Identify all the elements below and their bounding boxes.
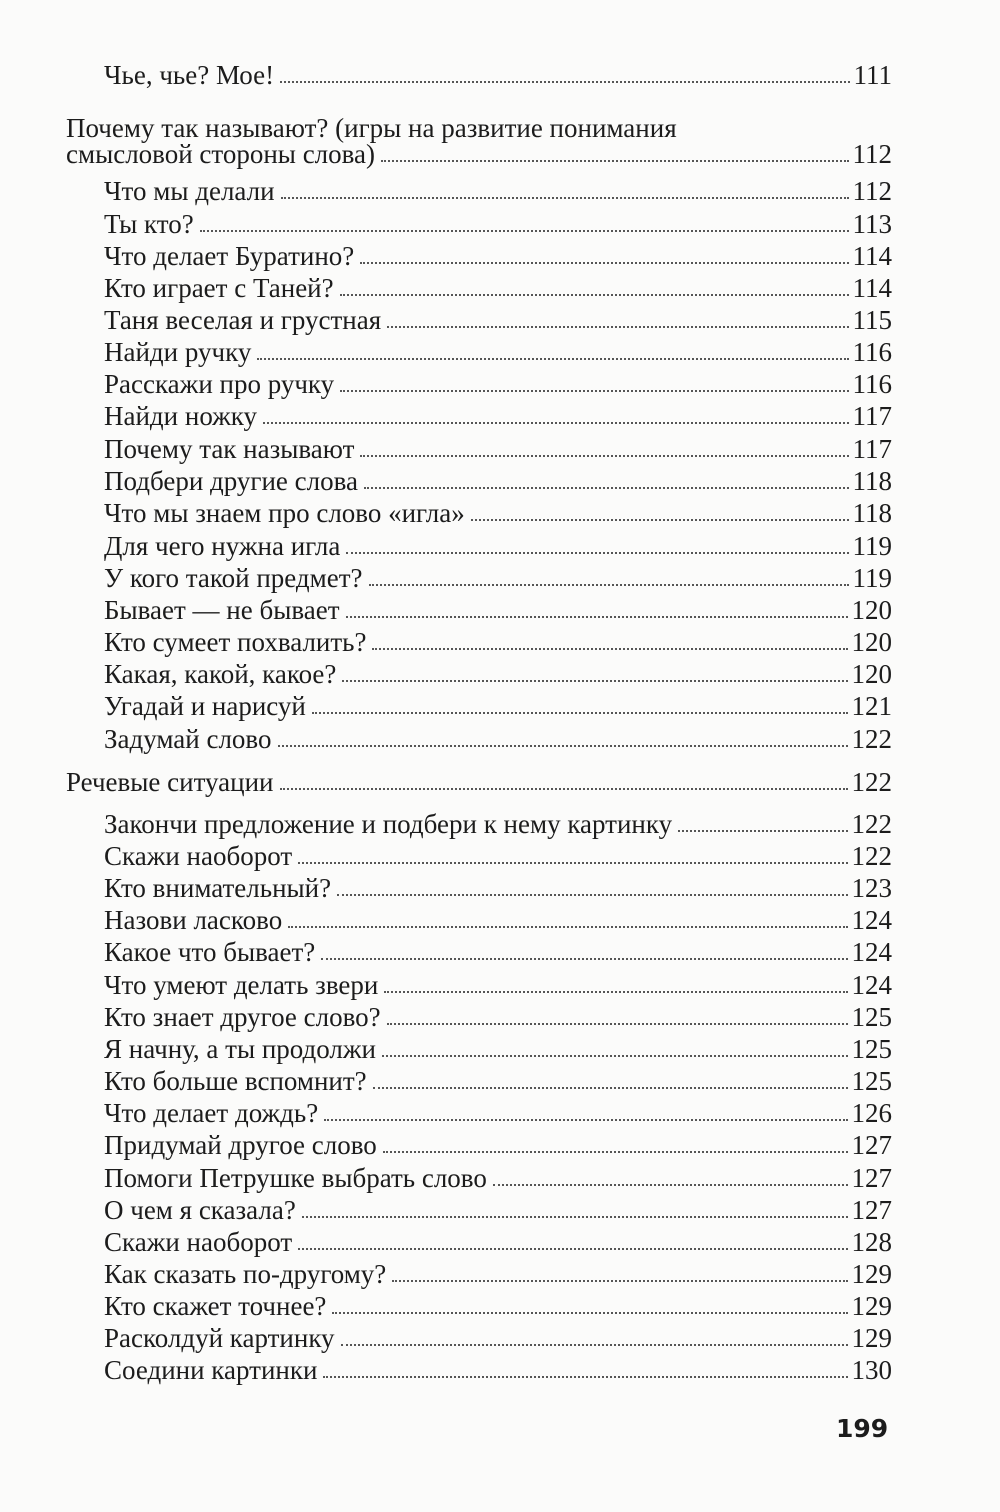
toc-entry-title: Назови ласково	[104, 905, 283, 935]
toc-entry-title: У кого такой предмет?	[104, 563, 363, 593]
toc-entry-title: Чье, чье? Мое!	[104, 60, 275, 90]
toc-entry-title: Почему так называют	[104, 434, 355, 464]
toc-entry	[104, 562, 892, 594]
dot-leader	[392, 1280, 847, 1282]
toc-entry-title: Угадай и нарисуй	[104, 691, 306, 721]
dot-leader	[387, 326, 848, 328]
toc-entry-page: 129	[851, 1259, 892, 1289]
toc-entry-page: 116	[852, 369, 892, 399]
toc-entry-page: 127	[851, 1130, 892, 1160]
dot-leader	[324, 1119, 847, 1121]
toc-entry-title: Что делает Буратино?	[104, 241, 355, 271]
toc-entry-title: Ты кто?	[104, 209, 194, 239]
dot-leader	[383, 1151, 848, 1153]
toc-entry	[104, 808, 892, 840]
toc-entry-title: Задумай слово	[104, 724, 272, 754]
toc-entry-title: Какое что бывает?	[104, 937, 316, 967]
toc-entry	[104, 465, 892, 497]
toc-entry	[104, 658, 892, 690]
toc-entry-page: 116	[852, 337, 892, 367]
toc-entry-page: 128	[851, 1227, 892, 1257]
toc-entry-page: 123	[851, 873, 892, 903]
toc-entry-title: Кто играет с Таней?	[104, 273, 334, 303]
dot-leader	[280, 788, 848, 790]
toc-entry-page: 119	[852, 563, 892, 593]
toc-entry-page: 124	[851, 905, 892, 935]
dot-leader	[342, 680, 847, 682]
toc-entry-page: 114	[852, 241, 892, 271]
toc-entry	[104, 1258, 892, 1290]
toc-entry	[104, 1097, 892, 1129]
toc-entry-page: 114	[852, 273, 892, 303]
dot-leader	[346, 552, 848, 554]
toc-entry-title: Закончи предложение и подбери к нему картинку	[104, 809, 673, 839]
dot-leader	[382, 1055, 848, 1057]
toc-entry-page: 118	[852, 498, 892, 528]
dot-leader	[302, 1216, 848, 1218]
toc-entry-page: 120	[851, 659, 892, 689]
toc-entry-page: 125	[851, 1066, 892, 1096]
toc-entry-title: Кто сумеет похвалить?	[104, 627, 367, 657]
toc-entry-title: Для чего нужна игла	[104, 531, 341, 561]
toc-entry-page: 117	[852, 434, 892, 464]
toc-entry	[104, 594, 892, 626]
toc-entry-title: Речевые ситуации	[66, 767, 274, 797]
toc-entry-title: Помоги Петрушке выбрать слово	[104, 1163, 487, 1193]
dot-leader	[471, 519, 849, 521]
toc-entry	[104, 1129, 892, 1161]
dot-leader	[280, 81, 849, 83]
dot-leader	[341, 1344, 848, 1346]
dot-leader	[384, 991, 847, 993]
toc-entry-title: Расколдуй картинку	[104, 1323, 335, 1353]
toc-entry-title: Найди ножку	[104, 401, 258, 431]
toc-entry-title: Что мы знаем про слово «игла»	[104, 498, 465, 528]
toc-entry-title: О чем я сказала?	[104, 1195, 296, 1225]
toc-entry-title: Бывает — не бывает	[104, 595, 340, 625]
dot-leader	[373, 1087, 848, 1089]
toc-entry-title: Таня веселая и грустная	[104, 305, 382, 335]
toc-entry-page: 120	[851, 595, 892, 625]
toc-entry	[104, 872, 892, 904]
toc-entry-page: 112	[852, 139, 892, 169]
toc-entry	[104, 240, 892, 272]
toc-entry-page: 117	[852, 401, 892, 431]
toc-entry	[104, 1194, 892, 1226]
toc-entry-page: 122	[851, 841, 892, 871]
toc-entry-page: 111	[853, 60, 892, 90]
toc-entry	[104, 304, 892, 336]
dot-leader	[678, 830, 847, 832]
toc-entry-title: Скажи наоборот	[104, 841, 293, 871]
toc-entry	[104, 690, 892, 722]
toc-entry-title: Расскажи про ручку	[104, 369, 335, 399]
toc-entry-title: Кто больше вспомнит?	[104, 1066, 367, 1096]
toc-entry-page: 125	[851, 1002, 892, 1032]
dot-leader	[340, 390, 848, 392]
toc-entry	[104, 904, 892, 936]
toc-entry-title: Что мы делали	[104, 176, 275, 206]
toc-entry-title: Я начну, а ты продолжи	[104, 1034, 376, 1064]
toc-entry-page: 126	[851, 1098, 892, 1128]
toc-entry-page: 124	[851, 970, 892, 1000]
toc-entry	[104, 1033, 892, 1065]
toc-entry-page: 122	[851, 767, 892, 797]
dot-leader	[200, 230, 849, 232]
page-number: 199	[836, 1414, 889, 1443]
toc-entry	[104, 969, 892, 1001]
toc-entry-title: Скажи наоборот	[104, 1227, 293, 1257]
toc-entry-title: Придумай другое слово	[104, 1130, 377, 1160]
toc-entry	[104, 936, 892, 968]
toc-entry	[104, 626, 892, 658]
toc-entry-page: 112	[852, 176, 892, 206]
toc-entry	[104, 400, 892, 432]
toc-entry	[104, 59, 892, 91]
dot-leader	[387, 1023, 848, 1025]
toc-entry-title: Кто скажет точнее?	[104, 1291, 327, 1321]
dot-leader	[337, 894, 847, 896]
toc-entry	[104, 1354, 892, 1386]
toc-entry-title: смысловой стороны слова)	[66, 139, 376, 169]
dot-leader	[278, 745, 848, 747]
dot-leader	[493, 1184, 848, 1186]
toc-entry-page: 122	[851, 724, 892, 754]
dot-leader	[332, 1312, 847, 1314]
toc-entry-page: 130	[851, 1355, 892, 1385]
toc-entry-page: 113	[852, 209, 892, 239]
toc-entry	[104, 723, 892, 755]
dot-leader	[281, 197, 849, 199]
dot-leader	[369, 584, 849, 586]
toc-entry-title: Какая, какой, какое?	[104, 659, 337, 689]
toc-entry	[104, 1001, 892, 1033]
toc-entry	[104, 336, 892, 368]
dot-leader	[323, 1376, 847, 1378]
toc-entry-title: Подбери другие слова	[104, 466, 358, 496]
toc-entry-page: 118	[852, 466, 892, 496]
dot-leader	[312, 712, 848, 714]
toc-entry-page: 127	[851, 1195, 892, 1225]
toc-entry-page: 125	[851, 1034, 892, 1064]
toc-entry-page: 122	[851, 809, 892, 839]
dot-leader	[346, 616, 848, 618]
toc-heading-prefix: Почему так называют? (игры на развитие понимания	[66, 113, 677, 143]
dot-leader	[321, 958, 847, 960]
dot-leader	[288, 926, 847, 928]
toc-entry-title: Что умеют делать звери	[104, 970, 379, 1000]
toc-entry-page: 124	[851, 937, 892, 967]
toc-entry	[104, 1162, 892, 1194]
dot-leader	[340, 294, 849, 296]
toc-entry	[104, 1226, 892, 1258]
dot-leader	[360, 455, 848, 457]
toc-entry-title: Кто знает другое слово?	[104, 1002, 381, 1032]
toc-entry-page: 119	[852, 531, 892, 561]
toc-entry	[104, 433, 892, 465]
toc-section-entry	[66, 138, 892, 170]
toc-entry-title: Что делает дождь?	[104, 1098, 319, 1128]
toc-entry-page: 121	[851, 691, 892, 721]
toc-entry	[104, 840, 892, 872]
dot-leader	[364, 487, 849, 489]
toc-entry	[104, 272, 892, 304]
toc-entry	[104, 497, 892, 529]
dot-leader	[257, 358, 848, 360]
toc-entry-page: 129	[851, 1291, 892, 1321]
dot-leader	[298, 1248, 847, 1250]
toc-entry-title: Как сказать по-другому?	[104, 1259, 387, 1289]
toc-entry-page: 127	[851, 1163, 892, 1193]
toc-entry-page: 129	[851, 1323, 892, 1353]
toc-entry	[104, 368, 892, 400]
dot-leader	[298, 862, 847, 864]
toc-entry-page: 120	[851, 627, 892, 657]
dot-leader	[372, 648, 847, 650]
toc-entry-title: Найди ручку	[104, 337, 252, 367]
toc-entry-title: Соедини картинки	[104, 1355, 318, 1385]
toc-entry	[104, 208, 892, 240]
dot-leader	[360, 262, 848, 264]
toc-entry	[104, 1290, 892, 1322]
toc-entry	[104, 175, 892, 207]
dot-leader	[381, 160, 848, 162]
toc-entry-title: Кто внимательный?	[104, 873, 332, 903]
toc-section-entry	[66, 766, 892, 798]
toc-entry	[104, 1322, 892, 1354]
toc-entry	[104, 1065, 892, 1097]
dot-leader	[263, 422, 848, 424]
toc-entry	[104, 530, 892, 562]
toc-entry-page: 115	[852, 305, 892, 335]
